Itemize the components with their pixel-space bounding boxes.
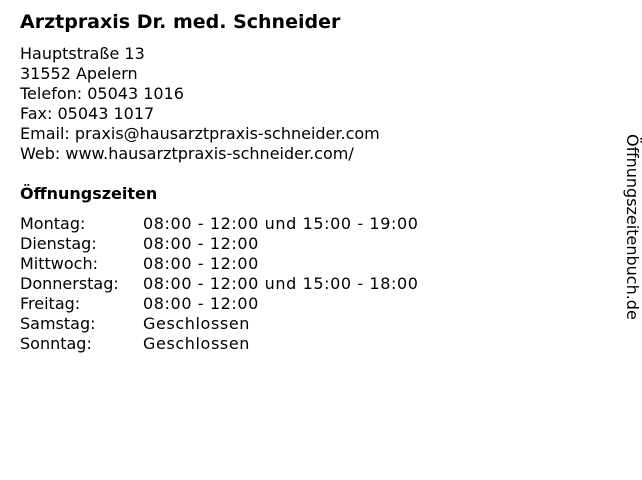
day-label: Sonntag:	[20, 334, 92, 353]
time-value: 08:00 - 12:00	[143, 234, 259, 253]
time-value: Geschlossen	[143, 334, 251, 353]
site-brand-label: Öffnungszeitenbuch.de	[623, 134, 642, 320]
day-label: Montag:	[20, 214, 86, 233]
fax-number: Fax: 05043 1017	[20, 104, 155, 123]
street-address: Hauptstraße 13	[20, 44, 145, 63]
day-label: Donnerstag:	[20, 274, 119, 293]
opening-hours-heading: Öffnungszeiten	[20, 184, 158, 203]
website-url: Web: www.hausarztpraxis-schneider.com/	[20, 144, 354, 163]
time-value: Geschlossen	[143, 314, 251, 333]
day-label: Dienstag:	[20, 234, 97, 253]
day-label: Mittwoch:	[20, 254, 98, 273]
page-title: Arztpraxis Dr. med. Schneider	[20, 11, 341, 33]
time-value: 08:00 - 12:00	[143, 254, 259, 273]
city-postal-code: 31552 Apelern	[20, 64, 138, 83]
time-value: 08:00 - 12:00	[143, 294, 259, 313]
contact-block	[20, 44, 380, 164]
day-label: Freitag:	[20, 294, 81, 313]
phone-number: Telefon: 05043 1016	[20, 84, 184, 103]
day-label: Samstag:	[20, 314, 96, 333]
email-address: Email: praxis@hausarztpraxis-schneider.com	[20, 124, 380, 143]
time-value: 08:00 - 12:00 und 15:00 - 18:00	[143, 274, 419, 293]
time-value: 08:00 - 12:00 und 15:00 - 19:00	[143, 214, 419, 233]
